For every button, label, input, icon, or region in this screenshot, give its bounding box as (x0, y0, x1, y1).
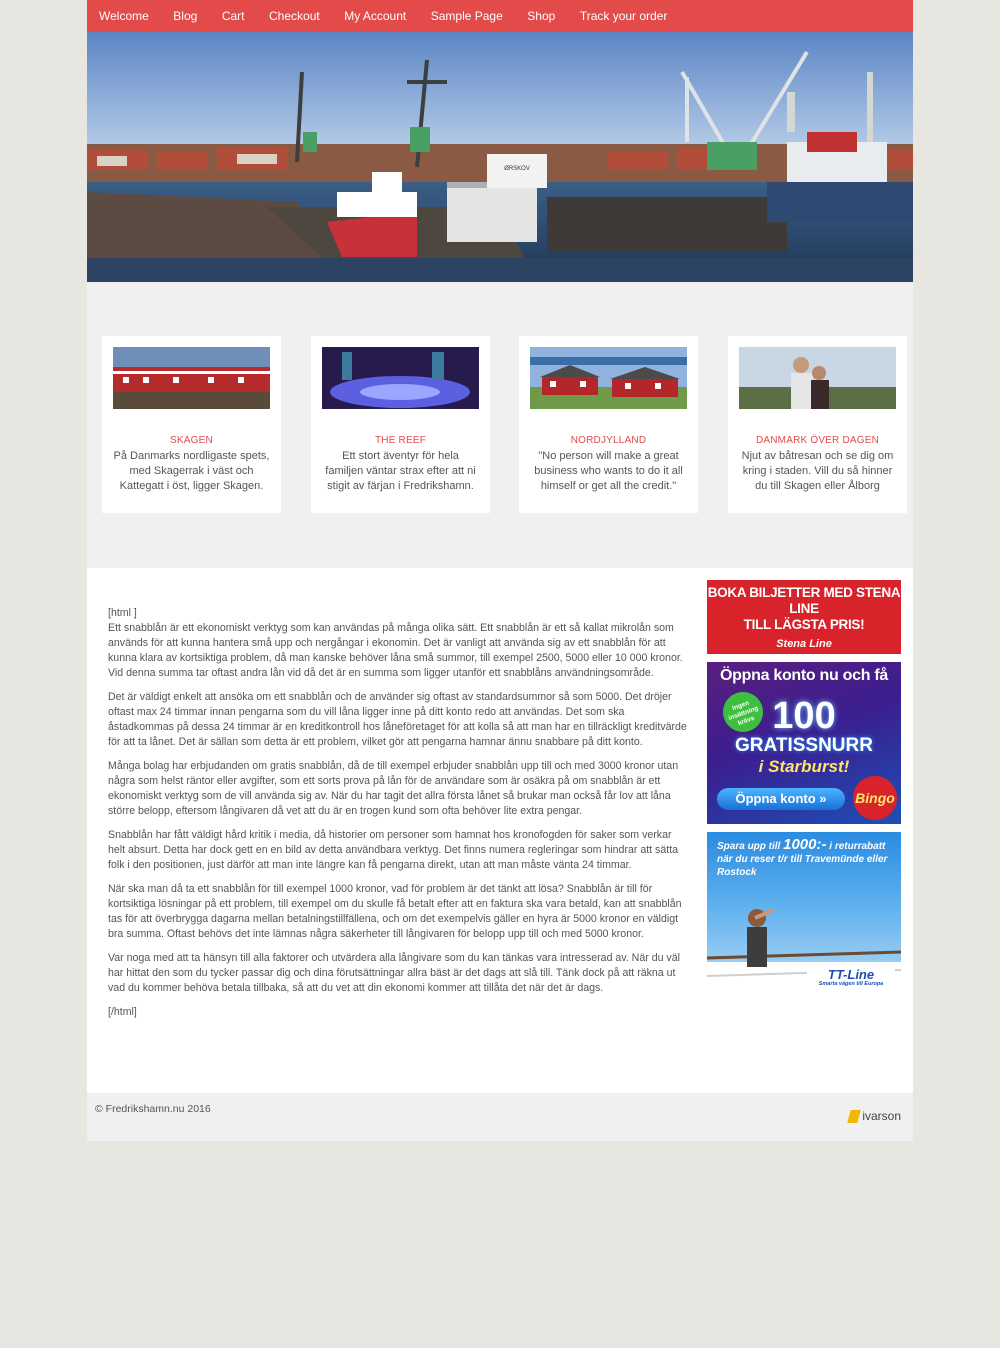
tt-line-tagline: Smarta vägen till Europa (818, 981, 884, 987)
article-paragraph: Det är väldigt enkelt att ansöka om ett snabblån och de använder sig oftast av standardsummor så som 5000. Det dröjer oftast max 24 timmar innan pengarna som du vill låna ligger inne på ditt konto redo att användas. Det som ska åstadkommas på dessa 24 timmar är en kreditkontroll hos låneföretaget för att kolla så att man har en tillräckligt kreditvärde för att ta lånet. Det är sällan som detta är ett problem, vilket gör att pengarna hamnar ännu snabbare på ditt konto. (108, 691, 687, 748)
copyright-text: © Fredrikshamn.nu 2016 (95, 1103, 211, 1115)
nav-shop[interactable]: Shop (527, 9, 556, 23)
feature-text: Ett stort äventyr för hela familjen väntar strax efter att ni stigit av färjan i Fredrikshamn. (325, 450, 476, 492)
nav-track-order[interactable]: Track your order (579, 9, 668, 23)
feature-title: DANMARK ÖVER DAGEN (755, 435, 880, 446)
article-paragraph: Ett snabblån är ett ekonomiskt verktyg som kan användas på många olika sätt. Ett snabblån är ett så kallat mikrolån som används för att kunna hantera små upp och nergångar i ekonomin. Det är vanligt att använda sig av ett snabblån för att kunna klara av kortsiktiga problem, då man kanske behöver låna små summor, till exempel 2500, 5000 eller 10 000 kronor. Vid denna summa tar oftast andra lån vid då det är en summa som ligger utanför ett snabblåns användningsområde. (108, 622, 683, 679)
stena-ad-line2: TILL LÄGSTA PRIS! (743, 617, 865, 632)
feature-text: Njut av båtresan och se dig om kring i staden. Vill du så hinner du till Skagen eller Ålborg (741, 450, 894, 492)
site-footer (87, 1093, 913, 1141)
nav-my-account[interactable]: My Account (344, 9, 407, 23)
tt-line-ad-line2: i returrabatt när du reser t/r till Travemünde eller Rostock (717, 841, 888, 878)
bingo-banner[interactable] (707, 662, 901, 824)
nav-sample-page[interactable]: Sample Page (430, 9, 503, 23)
ivarson-brand-text: ivarson (862, 1109, 901, 1123)
stena-line-banner[interactable] (707, 580, 901, 654)
bingo-badge: Ingen insättning krävs (717, 686, 768, 737)
feature-title: THE REEF (374, 435, 427, 446)
feature-card-nordjylland[interactable] (519, 336, 698, 513)
bingo-ad-number: 100 (772, 695, 836, 737)
main-nav (87, 0, 913, 32)
nav-blog[interactable]: Blog (173, 9, 198, 23)
article-paragraph: Var noga med att ta hänsyn till alla faktorer och utvärdera alla långivare som du kan tänkas vara intresserad av. När du väl har hittat den som du tycker passar dig och dina förutsättningar allra bäst är det dags att slå till. Tänk dock på att räkna ut vad du kommer behöva betala tillbaka, så att du vet att din ekonomi kommer att tillåta det när det är dags. (108, 952, 680, 994)
feature-text: "No person will make a great business who wants to do it all himself or get all the credit." (534, 450, 683, 492)
nav-welcome[interactable]: Welcome (99, 9, 149, 23)
stena-line-logo: Stena Line (776, 638, 832, 650)
article-paragraph: Många bolag har erbjudanden om gratis snabblån, då de till exempel erbjuder snabblån upp till och med 3000 kronor utan några som helst räntor eller avgifter, som ett sorts prova på lån för de användare som är osäkra på om snabblån är ett ekonomiskt verktyg som de vill använda sig av. När du har tagit det allra första lånet så brukar man också får lov att låna större belopp, eftersom långivaren då vet att du är en trogen kund som ofta behöver lite extra pengar. (108, 760, 679, 817)
article-content (108, 606, 690, 1029)
bingo-logo: Bingo (853, 776, 897, 820)
the-reef-thumbnail (322, 347, 479, 409)
feature-title: NORDJYLLAND (570, 435, 647, 446)
tt-line-ad-text (717, 838, 897, 879)
tt-line-ad-line1: Spara upp till (717, 841, 781, 852)
hero-sign-text: ØRSKOV (504, 166, 530, 172)
tt-line-logo (807, 966, 895, 988)
feature-card-skagen[interactable] (102, 336, 281, 513)
features-section (87, 282, 913, 568)
nordjylland-thumbnail (530, 347, 687, 409)
tt-line-brand: TT-Line (827, 967, 875, 982)
stena-ad-line1: BOKA BILJETTER MED STENA LINE (707, 585, 901, 616)
page-wrapper (87, 0, 913, 1141)
ivarson-logo-link[interactable] (849, 1109, 901, 1123)
bingo-ad-headline: Öppna konto nu och få (720, 667, 888, 684)
hero-harbor-image (87, 32, 913, 282)
html-close-tag: [/html] (108, 1006, 137, 1018)
nav-checkout[interactable]: Checkout (269, 9, 320, 23)
tt-line-ad-amount: 1000:- (783, 836, 827, 853)
skagen-thumbnail (113, 347, 270, 409)
bingo-ad-line2: GRATISSNURR (735, 735, 873, 756)
feature-text: På Danmarks nordligaste spets, med Skagerrak i väst och Kattegatt i öst, ligger Skagen. (113, 450, 270, 492)
ivarson-mark-icon (848, 1110, 861, 1123)
html-open-tag: [html ] (108, 607, 137, 619)
feature-card-danmark-over-dagen[interactable] (728, 336, 907, 513)
nav-cart[interactable]: Cart (221, 9, 245, 23)
feature-title: SKAGEN (170, 435, 213, 446)
open-account-button[interactable]: Öppna konto » (717, 788, 845, 810)
danmark-over-dagen-thumbnail (739, 347, 896, 409)
article-paragraph: När ska man då ta ett snabblån för till exempel 1000 kronor, vad för problem är det tänkt att lösa? Snabblån är till för kortsiktiga lösningar på ett problem, till exempel om du skulle få betalt efter att en faktura ska vara betald, kan att snabblån tas för att överbrygga dagarna mellan betalningstillfällena, och om det exempelvis gäller en hyra är 5000 kronor en väldigt bra summa. Oftast behövs det inte lämnas några säkerheter till långivaren för belopp upp till och med 5000 kronor. (108, 883, 682, 940)
tt-line-banner[interactable] (707, 832, 901, 994)
bingo-ad-line3: i Starburst! (758, 757, 850, 776)
article-paragraph: Snabblån har fått väldigt hård kritik i media, då historier om personer som hamnat hos kronofogden för saker som verkar helt absurt. Detta har dock gett en en bild av detta användbara verktyg. Det finns numera regleringar som hindrar att sätta folk i den positionen, just därför att man inte längre kan få pengarna direkt, utan att man måste vänta 24 timmar. (108, 829, 679, 871)
feature-card-the-reef[interactable] (311, 336, 490, 513)
